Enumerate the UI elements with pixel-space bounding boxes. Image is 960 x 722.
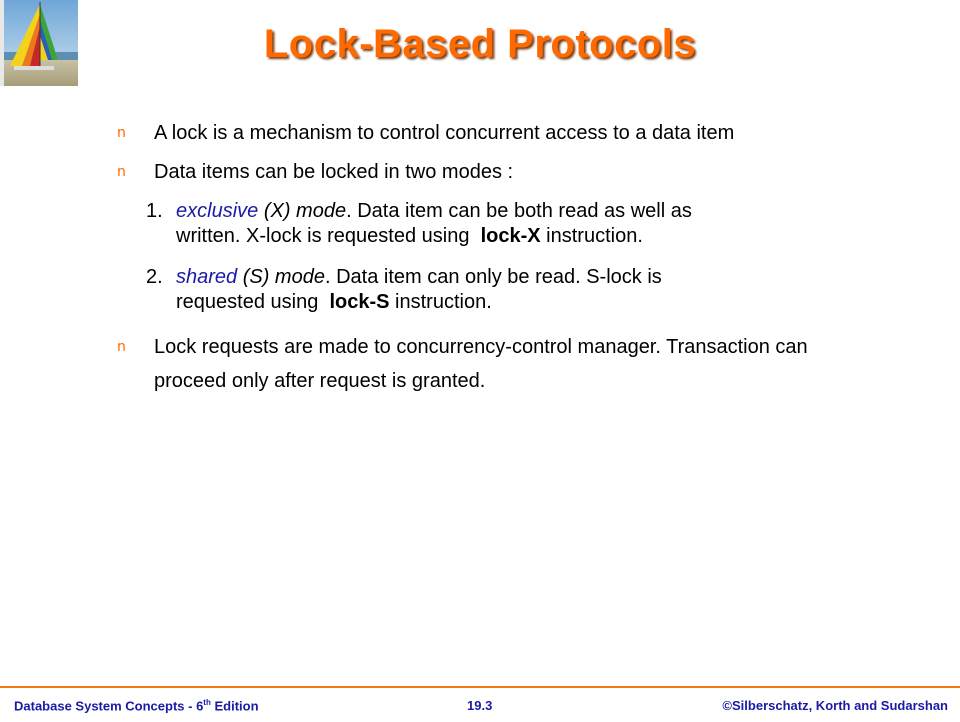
mode-line-1	[176, 265, 662, 290]
mode-name: shared	[176, 266, 238, 288]
mode-line-2	[176, 224, 692, 249]
lock-keyword: lock-S	[329, 291, 390, 313]
bullet-text-line-1: Lock requests are made to concurrency-control manager. Transaction can	[154, 336, 808, 358]
bullet-item	[117, 118, 735, 148]
mode-description-cont: requested using	[176, 291, 319, 313]
bullet-marker-icon: n	[117, 339, 126, 355]
mode-description-end: instruction.	[540, 225, 643, 247]
mode-description: . Data item can be both read as well as	[346, 200, 692, 222]
footer-edition-sup: th	[203, 698, 211, 707]
footer-book-title	[14, 698, 259, 713]
mode-abbr: (X) mode	[263, 200, 347, 222]
mode-item-exclusive	[146, 199, 692, 249]
mode-number: 2.	[146, 266, 163, 288]
mode-description-cont: written. X-lock is requested using	[176, 225, 470, 247]
mode-line-2	[176, 290, 662, 315]
bullet-item	[117, 330, 808, 398]
bullet-marker-icon: n	[117, 164, 126, 180]
mode-number: 1.	[146, 200, 163, 222]
footer-book-suffix: Edition	[210, 698, 259, 714]
footer-page-number: 19.3	[467, 698, 493, 713]
bullet-marker-icon: n	[117, 125, 126, 141]
mode-description-end: instruction.	[389, 291, 492, 313]
mode-line-1	[176, 199, 692, 224]
mode-abbr: (S) mode	[242, 266, 325, 288]
mode-name: exclusive	[176, 200, 259, 222]
footer-book-prefix: Database System Concepts - 6	[14, 698, 204, 714]
lock-keyword: lock-X	[480, 225, 541, 247]
footer-copyright: ©Silberschatz, Korth and Sudarshan	[722, 698, 948, 713]
mode-description: . Data item can only be read. S-lock is	[324, 266, 662, 288]
bullet-item	[117, 157, 514, 187]
bullet-text: A lock is a mechanism to control concurrent access to a data item	[154, 122, 735, 144]
slide-title: Lock-Based Protocols	[263, 22, 697, 66]
mode-item-shared	[146, 265, 662, 315]
slide-footer	[0, 686, 960, 722]
bullet-text-line-2: proceed only after request is granted.	[154, 370, 486, 392]
bullet-text: Data items can be locked in two modes :	[154, 161, 514, 183]
